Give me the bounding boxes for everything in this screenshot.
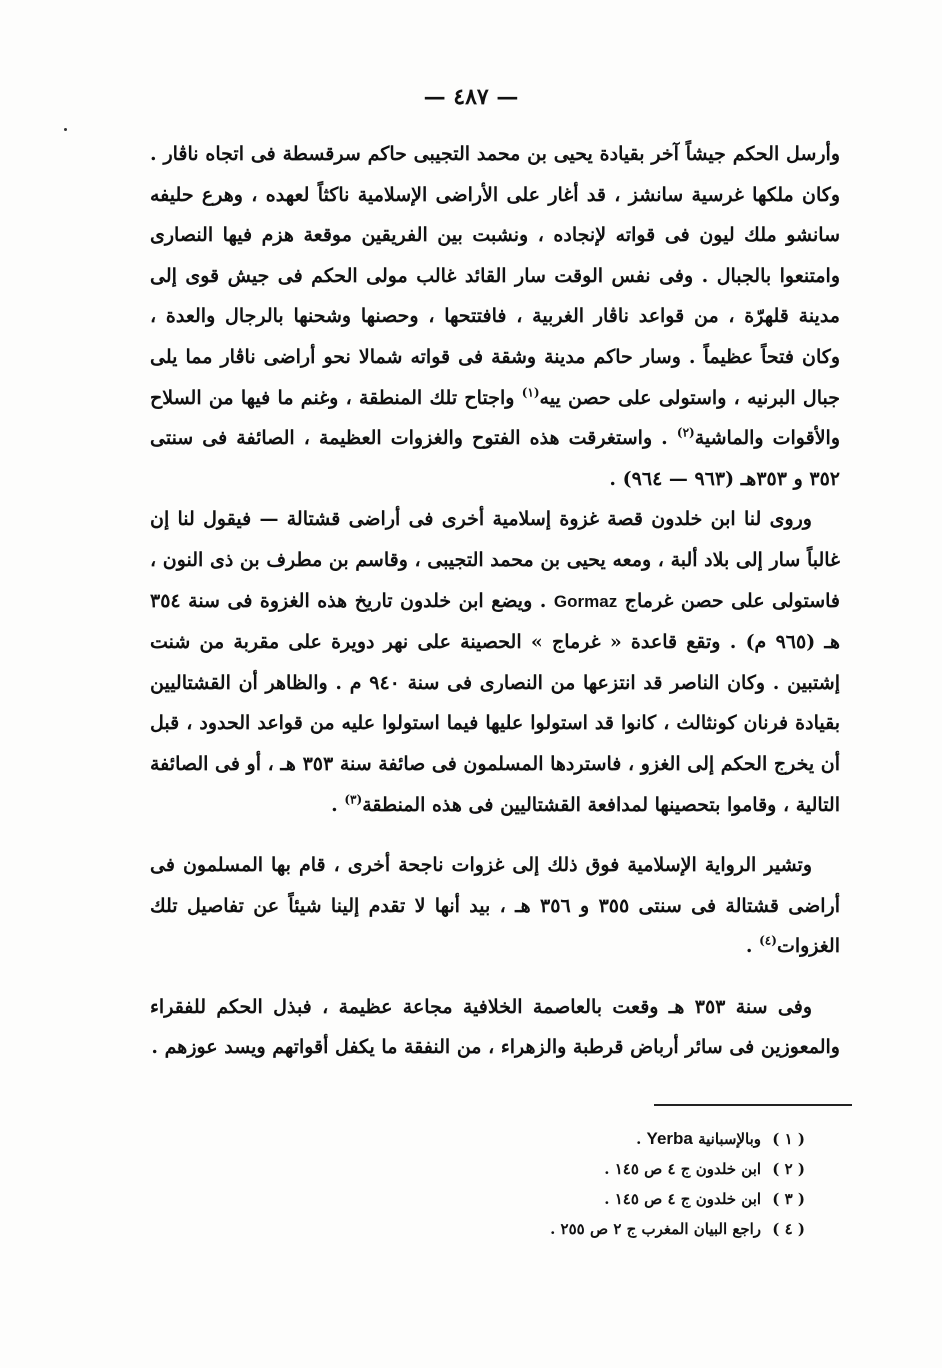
paragraph-text: وتشير الرواية الإسلامية فوق ذلك إلى غزوات ناجحة أخرى ، قام بها المسلمون فى أراضى قشتالة فى سنتى ٣٥٥ و ٣٥٦ هـ ، بيد أنها لا تقدم إلينا شيئاً عن تفاصيل تلك الغزوات (150, 854, 840, 958)
footnote-number: ( ٤ ) (772, 1220, 805, 1238)
latin-term: Gormaz (553, 591, 618, 611)
paragraph-4 (150, 987, 840, 1068)
paragraph-text: واجتاح تلك المنطقة ، وغنم ما فيها من السلاح والأقوات والماشية (150, 386, 840, 450)
paragraph-3 (150, 845, 840, 967)
paragraph-text: . (331, 793, 338, 816)
scan-speck (64, 128, 67, 131)
footnote-4 (300, 1214, 805, 1244)
footnote-2 (300, 1154, 805, 1184)
footnote-1 (300, 1124, 805, 1154)
main-text (150, 134, 840, 1068)
footnote-text: راجع البيان المغرب ج ٢ ص ٢٥٥ . (550, 1220, 762, 1238)
footnote-ref-4: (٤) (759, 933, 777, 948)
footnote-ref-3: (٣) (344, 792, 363, 807)
footnote-text: ابن خلدون ج ٤ ص ١٤٥ . (604, 1190, 762, 1208)
footnote-3 (300, 1184, 805, 1214)
footnote-ref-2: (٢) (676, 425, 695, 440)
paragraph-text: وأرسل الحكم جيشاً آخر بقيادة يحيى بن محمد التجيبى حاكم سرقسطة فى اتجاه ناڤار . وكان ملكها غرسية سانشز ، قد أغار على الأراضى الإسلامية ناكثاً لعهده ، وهرع حليفه سانشو ملك ليون فى قواته لإنجاده ، ونشبت بين الفريقين موقعة هزم فيها النصارى وامتنعوا بالجبال . وفى نفس الوقت سار القائد غالب مولى الحكم فى جيش قوى إلى مدينة قلهرّة ، من قواعد ناڤار الغربية ، فافتتحها ، وحصنها وشحنها بالرجال والعدة ، وكان فتحاً عظيماً . وسار حاكم مدينة وشقة فى قواته شمالا نحو أراضى ناڤار مما يلى جبال البرنيه ، واستولى على حصن ييه (150, 143, 840, 409)
footnote-text: ابن خلدون ج ٤ ص ١٤٥ . (604, 1160, 762, 1178)
footnote-text: وبالإسبانية (698, 1130, 762, 1148)
paragraph-text: . ويضع ابن خلدون تاريخ هذه الغزوة فى سنة ٣٥٤ هـ (٩٦٥ م) . وتقع قاعدة « غرماج » الحصينة على نهر دويرة على مقربة من شنت إشتبين . وكان الناصر قد انتزعها من النصارى فى سنة ٩٤٠ م . والظاهر أن القشتاليين بقيادة فرنان كونثالث ، كانوا قد استولوا عليها فيما استولوا عليه من قواعد الحدود ، قبل أن يخرج الحكم إلى الغزو ، فاستردها المسلمون فى صائفة سنة ٣٥٣ هـ ، أو فى الصائفة التالية ، وقاموا بتحصينها لمدافعة القشتاليين فى هذه المنطقة (149, 589, 840, 816)
footnote-number: ( ٣ ) (772, 1190, 805, 1208)
footnote-ref-1: (١) (521, 385, 540, 400)
paragraph-text: وفى سنة ٣٥٣ هـ وقعت بالعاصمة الخلافية مجاعة عظيمة ، فبذل الحكم للفقراء والمعوزين فى سائر أرباض قرطبة والزهراء ، من النفقة ما يكفل أقواتهم ويسد عوزهم . (150, 995, 840, 1059)
paragraph-text: . (745, 935, 753, 958)
footnote-divider (654, 1104, 852, 1106)
footnote-number: ( ١ ) (772, 1130, 805, 1148)
paragraph-text: وروى لنا ابن خلدون قصة غزوة إسلامية أخرى فى أراضى قشتالة — فيقول لنا إن غالباً سار إلى بلاد ألبة ، ومعه يحيى بن محمد التجيبى ، وقاسم بن مطرف بن ذى النون ، فاستولى على حصن غرماج (150, 508, 841, 612)
paragraph-1 (150, 134, 840, 499)
latin-term: Yerba (646, 1129, 693, 1148)
page-number: — ٤٨٧ — (423, 84, 519, 110)
footnote-end: . (636, 1130, 642, 1148)
footnotes (300, 1124, 805, 1244)
paragraph-text: . واستغرقت هذه الفتوح والغزوات العظيمة ، الصائفة فى سنتى ٣٥٢ و ٣٥٣هـ (٩٦٣ — ٩٦٤) . (150, 427, 840, 490)
paragraph-2 (150, 499, 840, 825)
footnote-number: ( ٢ ) (772, 1160, 805, 1178)
